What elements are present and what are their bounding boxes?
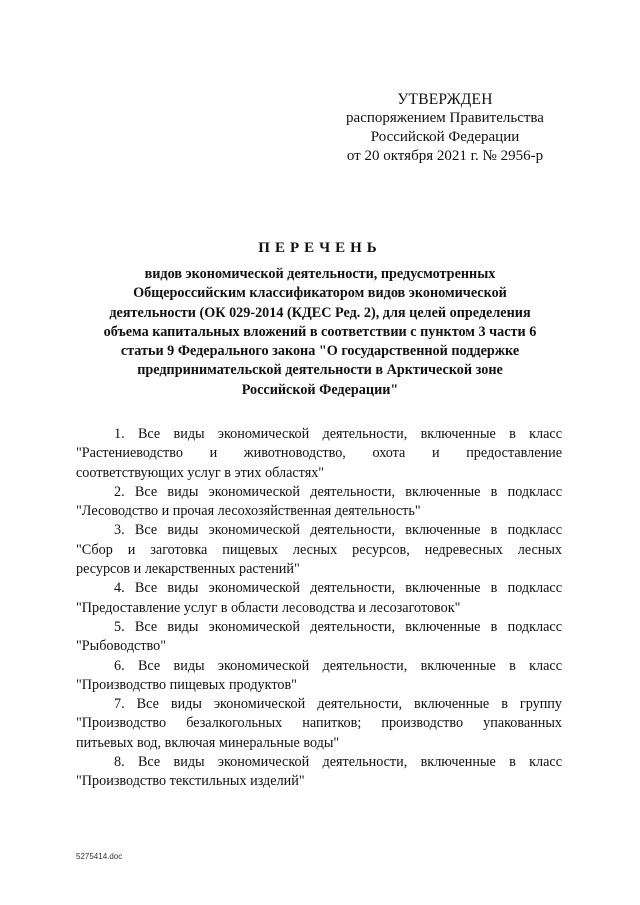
subtitle-line: деятельности (ОК 029-2014 (КДЕС Ред. 2), для целей определения	[109, 304, 531, 321]
item-line: 1. Все виды экономической деятельности, включенные в класс	[114, 426, 562, 442]
subtitle-line: Общероссийским классификатором видов экономической	[133, 285, 507, 302]
item-line: "Производство безалкогольных напитков; производство упакованных	[76, 715, 562, 732]
list-item-2	[76, 483, 562, 522]
subtitle-line: объема капитальных вложений в соответствии с пунктом 3 части 6	[103, 323, 537, 340]
document-subtitle	[80, 265, 560, 400]
item-line: ресурсов и лекарственных растений"	[76, 561, 300, 578]
item-line: "Производство текстильных изделий"	[76, 773, 305, 790]
item-line: 4. Все виды экономической деятельности, включенные в подкласс	[114, 580, 562, 597]
item-line: "Производство пищевых продуктов"	[76, 676, 297, 693]
approval-line-1: распоряжением Правительства	[346, 110, 544, 126]
item-line: 6. Все виды экономической деятельности, включенные в класс	[114, 657, 562, 674]
item-line: 3. Все виды экономической деятельности, включенные в подкласс	[114, 522, 562, 539]
subtitle-line: видов экономической деятельности, предусмотренных	[144, 266, 496, 282]
items-list	[76, 425, 562, 792]
approval-line-2: Российской Федерации	[370, 129, 520, 145]
list-item-7	[76, 695, 562, 753]
subtitle-line: предпринимательской деятельности в Арктической зоне	[137, 362, 503, 379]
approval-block	[320, 90, 570, 166]
item-line: 8. Все виды экономической деятельности, включенные в класс	[114, 754, 562, 771]
file-reference: 5275414.doc	[76, 852, 123, 861]
subtitle-line: Российской Федерации"	[241, 381, 399, 398]
item-line: 7. Все виды экономической деятельности, включенные в группу	[114, 696, 562, 713]
list-item-5	[76, 618, 562, 657]
item-line: "Рыбоводство"	[76, 638, 167, 655]
item-line: "Растениеводство и животноводство, охота и предоставление	[76, 445, 562, 462]
approved-heading: УТВЕРЖДЕН	[397, 91, 493, 108]
item-line: питьевых вод, включая минеральные воды"	[76, 734, 340, 751]
list-item-1	[76, 425, 562, 483]
item-line: "Предоставление услуг в области лесоводства и лесозаготовок"	[76, 599, 461, 616]
item-line: соответствующих услуг в этих областях"	[76, 464, 325, 481]
subtitle-line: статьи 9 Федерального закона "О государственной поддержке	[120, 343, 520, 360]
list-item-6	[76, 657, 562, 696]
item-line: 2. Все виды экономической деятельности, включенные в подкласс	[114, 483, 562, 500]
item-line: "Сбор и заготовка пищевых лесных ресурсов, недревесных лесных	[76, 541, 562, 558]
item-line: "Лесоводство и прочая лесохозяйственная деятельность"	[76, 503, 421, 520]
list-item-3	[76, 521, 562, 579]
list-item-4	[76, 579, 562, 618]
document-title: ПЕРЕЧЕНЬ	[258, 240, 382, 256]
approval-line-3: от 20 октября 2021 г. № 2956-р	[346, 148, 544, 164]
list-item-8	[76, 753, 562, 792]
item-line: 5. Все виды экономической деятельности, включенные в подкласс	[114, 618, 562, 635]
